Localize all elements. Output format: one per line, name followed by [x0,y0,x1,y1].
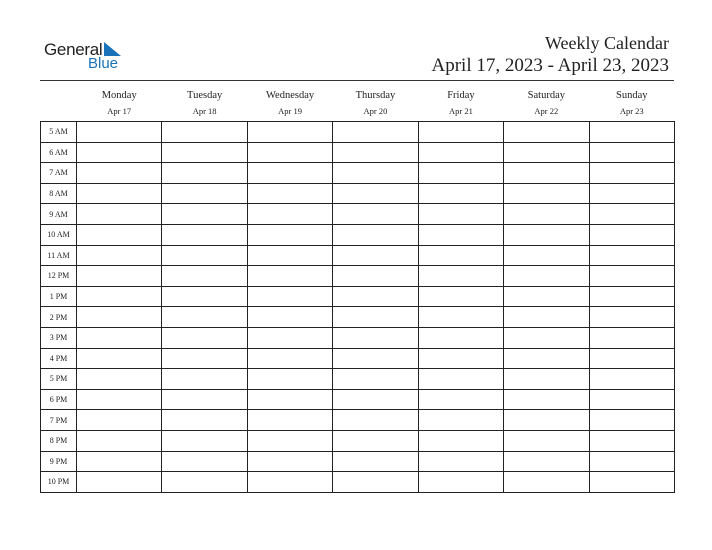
day-header-saturday: Saturday [527,90,565,101]
time-slot-saturday[interactable] [504,122,589,143]
time-slot-friday[interactable] [418,307,503,328]
time-label: 5 AM [41,122,77,143]
time-slot-monday[interactable] [77,122,162,143]
time-slot-friday[interactable] [418,327,503,348]
time-slot-thursday[interactable] [333,286,418,307]
time-slot-saturday[interactable] [504,245,589,266]
calendar-grid [40,80,675,493]
hour-row [41,348,675,369]
time-label: 10 PM [41,472,77,493]
time-slot-sunday[interactable] [589,327,674,348]
time-slot-wednesday[interactable] [247,327,332,348]
time-slot-tuesday[interactable] [162,430,247,451]
time-slot-friday[interactable] [418,472,503,493]
day-date-row [41,101,675,122]
time-slot-saturday[interactable] [504,430,589,451]
time-slot-wednesday[interactable] [247,410,332,431]
calendar-body [41,122,675,493]
time-slot-thursday[interactable] [333,389,418,410]
time-label: 3 PM [41,327,77,348]
hour-row [41,286,675,307]
time-slot-friday[interactable] [418,183,503,204]
time-slot-thursday[interactable] [333,327,418,348]
time-slot-sunday[interactable] [589,204,674,225]
time-slot-monday[interactable] [77,410,162,431]
day-header-wednesday: Wednesday [265,90,315,101]
time-slot-thursday[interactable] [333,245,418,266]
time-slot-sunday[interactable] [589,472,674,493]
time-slot-saturday[interactable] [504,451,589,472]
time-slot-sunday[interactable] [589,183,674,204]
time-label: 9 PM [41,451,77,472]
time-slot-sunday[interactable] [589,286,674,307]
hour-row [41,410,675,431]
time-slot-sunday[interactable] [589,122,674,143]
time-slot-monday[interactable] [77,307,162,328]
time-slot-thursday[interactable] [333,163,418,184]
time-slot-sunday[interactable] [589,163,674,184]
day-header-monday: Monday [101,90,137,101]
time-slot-monday[interactable] [77,389,162,410]
logo-text-blue: Blue [88,55,119,72]
time-slot-sunday[interactable] [589,430,674,451]
time-slot-monday[interactable] [77,451,162,472]
time-slot-tuesday[interactable] [162,389,247,410]
hour-row [41,224,675,245]
time-slot-wednesday[interactable] [247,369,332,390]
time-label: 8 PM [41,430,77,451]
time-slot-tuesday[interactable] [162,327,247,348]
time-label: 7 PM [41,410,77,431]
time-slot-sunday[interactable] [589,224,674,245]
time-slot-thursday[interactable] [333,472,418,493]
time-slot-saturday[interactable] [504,163,589,184]
time-slot-wednesday[interactable] [247,266,332,287]
time-slot-saturday[interactable] [504,389,589,410]
time-slot-saturday[interactable] [504,472,589,493]
time-slot-thursday[interactable] [333,266,418,287]
time-slot-saturday[interactable] [504,183,589,204]
time-slot-wednesday[interactable] [247,286,332,307]
date-range: April 17, 2023 - April 23, 2023 [431,55,669,76]
time-slot-friday[interactable] [418,430,503,451]
time-slot-saturday[interactable] [504,204,589,225]
time-slot-wednesday[interactable] [247,142,332,163]
time-slot-wednesday[interactable] [247,204,332,225]
hour-row [41,163,675,184]
day-header-tuesday: Tuesday [187,90,223,101]
time-slot-sunday[interactable] [589,451,674,472]
time-slot-friday[interactable] [418,348,503,369]
time-slot-friday[interactable] [418,451,503,472]
time-slot-saturday[interactable] [504,286,589,307]
time-slot-monday[interactable] [77,286,162,307]
hour-row [41,369,675,390]
time-slot-wednesday[interactable] [247,307,332,328]
day-date-wednesday: Apr 19 [278,106,302,116]
time-slot-thursday[interactable] [333,122,418,143]
hour-row [41,204,675,225]
time-slot-saturday[interactable] [504,266,589,287]
time-slot-monday[interactable] [77,204,162,225]
time-slot-friday[interactable] [418,410,503,431]
time-slot-monday[interactable] [77,327,162,348]
time-slot-friday[interactable] [418,204,503,225]
time-slot-friday[interactable] [418,245,503,266]
time-slot-friday[interactable] [418,266,503,287]
time-slot-friday[interactable] [418,163,503,184]
time-label: 11 AM [41,245,77,266]
time-slot-thursday[interactable] [333,369,418,390]
hour-row [41,327,675,348]
time-column-header [41,80,77,101]
time-slot-monday[interactable] [77,245,162,266]
time-slot-saturday[interactable] [504,307,589,328]
time-slot-sunday[interactable] [589,307,674,328]
time-slot-friday[interactable] [418,224,503,245]
time-slot-friday[interactable] [418,369,503,390]
hour-row [41,307,675,328]
time-slot-sunday[interactable] [589,266,674,287]
day-date-saturday: Apr 22 [534,106,559,116]
time-slot-thursday[interactable] [333,307,418,328]
time-label: 4 PM [41,348,77,369]
time-slot-saturday[interactable] [504,348,589,369]
time-slot-saturday[interactable] [504,142,589,163]
hour-row [41,183,675,204]
time-slot-tuesday[interactable] [162,451,247,472]
brand-logo [44,40,134,74]
time-slot-friday[interactable] [418,122,503,143]
time-slot-sunday[interactable] [589,142,674,163]
time-label: 9 AM [41,204,77,225]
time-label: 7 AM [41,163,77,184]
time-slot-tuesday[interactable] [162,142,247,163]
time-slot-tuesday[interactable] [162,286,247,307]
time-slot-wednesday[interactable] [247,348,332,369]
time-label: 1 PM [41,286,77,307]
time-slot-saturday[interactable] [504,224,589,245]
hour-row [41,245,675,266]
time-slot-sunday[interactable] [589,348,674,369]
time-slot-saturday[interactable] [504,410,589,431]
time-column-header-date [41,101,77,122]
time-slot-friday[interactable] [418,286,503,307]
hour-row [41,122,675,143]
time-slot-wednesday[interactable] [247,472,332,493]
time-slot-thursday[interactable] [333,224,418,245]
time-label: 12 PM [41,266,77,287]
time-slot-thursday[interactable] [333,204,418,225]
day-date-monday: Apr 17 [107,106,132,116]
day-header-friday: Friday [447,90,475,101]
time-label: 2 PM [41,307,77,328]
hour-row [41,430,675,451]
time-label: 5 PM [41,369,77,390]
time-slot-saturday[interactable] [504,369,589,390]
time-slot-thursday[interactable] [333,348,418,369]
time-slot-tuesday[interactable] [162,472,247,493]
time-slot-tuesday[interactable] [162,163,247,184]
time-label: 6 PM [41,389,77,410]
day-name-row [41,80,675,101]
time-slot-friday[interactable] [418,389,503,410]
day-date-sunday: Apr 23 [619,106,644,116]
hour-row [41,266,675,287]
page-title: Weekly Calendar [545,33,669,53]
time-label: 6 AM [41,142,77,163]
time-slot-monday[interactable] [77,183,162,204]
time-slot-monday[interactable] [77,163,162,184]
hour-row [41,142,675,163]
logo-text-general: General [44,40,103,59]
time-slot-sunday[interactable] [589,410,674,431]
time-slot-thursday[interactable] [333,430,418,451]
day-date-tuesday: Apr 18 [192,106,217,116]
day-date-friday: Apr 21 [448,106,473,116]
time-slot-tuesday[interactable] [162,307,247,328]
time-slot-sunday[interactable] [589,369,674,390]
time-slot-wednesday[interactable] [247,451,332,472]
time-slot-friday[interactable] [418,142,503,163]
time-slot-monday[interactable] [77,348,162,369]
hour-row [41,389,675,410]
time-slot-wednesday[interactable] [247,122,332,143]
day-header-thursday: Thursday [355,90,396,101]
day-header-sunday: Sunday [615,90,648,101]
time-slot-sunday[interactable] [589,389,674,410]
time-slot-monday[interactable] [77,224,162,245]
time-slot-wednesday[interactable] [247,389,332,410]
time-slot-wednesday[interactable] [247,430,332,451]
time-slot-thursday[interactable] [333,142,418,163]
time-slot-tuesday[interactable] [162,245,247,266]
time-label: 10 AM [41,224,77,245]
time-slot-thursday[interactable] [333,183,418,204]
time-slot-sunday[interactable] [589,245,674,266]
time-slot-tuesday[interactable] [162,410,247,431]
time-slot-wednesday[interactable] [247,245,332,266]
time-slot-wednesday[interactable] [247,183,332,204]
time-slot-monday[interactable] [77,142,162,163]
time-slot-tuesday[interactable] [162,122,247,143]
time-slot-tuesday[interactable] [162,224,247,245]
time-slot-monday[interactable] [77,369,162,390]
time-slot-wednesday[interactable] [247,163,332,184]
hour-row [41,472,675,493]
time-slot-tuesday[interactable] [162,348,247,369]
time-slot-tuesday[interactable] [162,369,247,390]
hour-row [41,451,675,472]
time-slot-monday[interactable] [77,430,162,451]
time-slot-wednesday[interactable] [247,224,332,245]
time-slot-monday[interactable] [77,266,162,287]
time-label: 8 AM [41,183,77,204]
time-slot-thursday[interactable] [333,451,418,472]
day-date-thursday: Apr 20 [363,106,388,116]
time-slot-tuesday[interactable] [162,183,247,204]
time-slot-thursday[interactable] [333,410,418,431]
time-slot-tuesday[interactable] [162,204,247,225]
time-slot-monday[interactable] [77,472,162,493]
time-slot-tuesday[interactable] [162,266,247,287]
time-slot-saturday[interactable] [504,327,589,348]
